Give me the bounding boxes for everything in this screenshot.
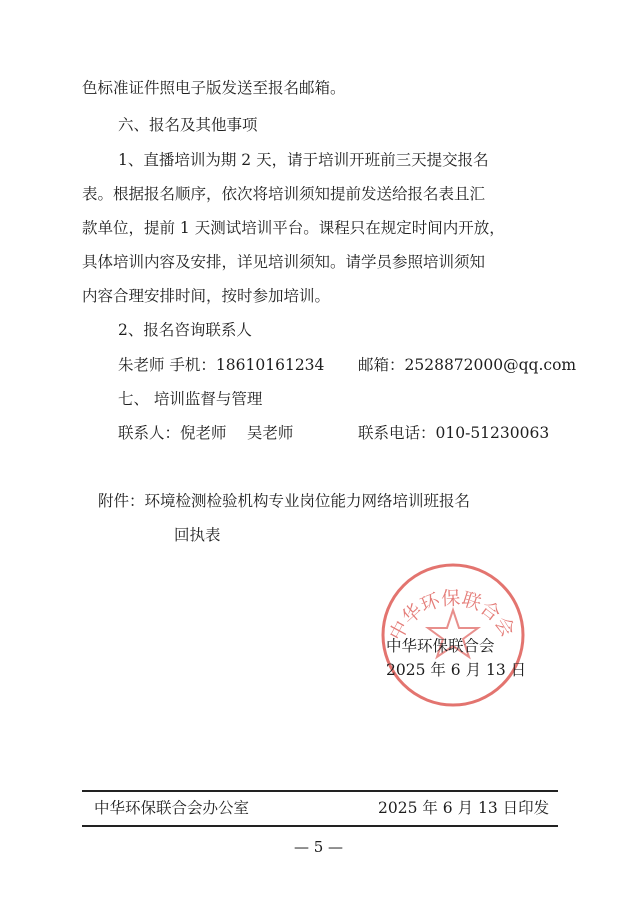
paragraph-line: 表。根据报名顺序，依次将培训须知提前发送给报名表且汇 <box>82 185 486 203</box>
attachment-line: 回执表 <box>174 526 221 544</box>
seal-text: 中华环保联合会 <box>385 587 519 645</box>
footer-bottom-rule <box>82 825 558 827</box>
signature-org: 中华环保联合会 <box>386 637 495 655</box>
paragraph-line: 1、直播培训为期 2 天，请于培训开班前三天提交报名 <box>118 151 489 169</box>
footer-issue-date: 2025 年 6 月 13 日印发 <box>378 799 550 817</box>
footer-office: 中华环保联合会办公室 <box>94 799 250 817</box>
paragraph-line: 内容合理安排时间，按时参加培训。 <box>82 287 331 305</box>
text-line: 色标准证件照电子版发送至报名邮箱。 <box>82 79 346 97</box>
subsection-heading: 2、报名咨询联系人 <box>118 321 252 339</box>
footer-top-rule <box>82 790 558 792</box>
page-number: — 5 — <box>293 838 344 856</box>
paragraph-line: 款单位，提前 1 天测试培训平台。课程只在规定时间内开放， <box>82 219 505 237</box>
contact-phone-line: 朱老师 手机：18610161234 <box>118 356 325 374</box>
section-heading: 七、 培训监督与管理 <box>118 390 263 408</box>
paragraph-line: 具体培训内容及安排，详见培训须知。请学员参照培训须知 <box>82 253 486 271</box>
section-heading: 六、报名及其他事项 <box>118 116 258 134</box>
contact-people: 联系人：倪老师 吴老师 <box>118 424 294 442</box>
attachment-line: 附件：环境检测检验机构专业岗位能力网络培训班报名 <box>98 492 471 510</box>
official-seal-stamp <box>378 560 528 710</box>
signature-date: 2025 年 6 月 13 日 <box>386 661 527 679</box>
contact-email: 邮箱：2528872000@qq.com <box>358 356 577 374</box>
contact-phone: 联系电话：010-51230063 <box>358 424 550 442</box>
